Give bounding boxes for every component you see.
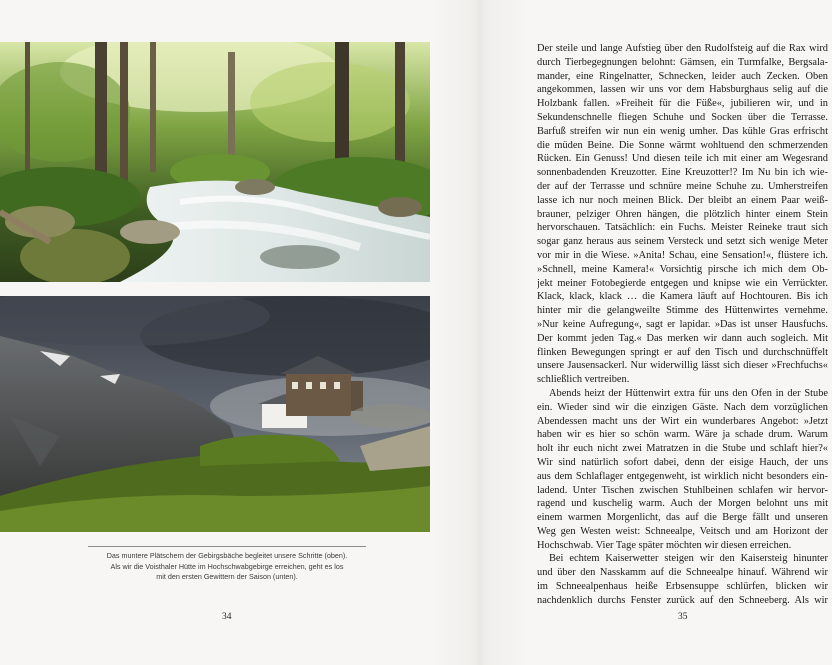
text-line: schließlich vertreiben. — [537, 374, 630, 386]
text-line: Hochschwab. Vier Tage später möchten wir diesen erreichen. — [537, 539, 792, 551]
photo-voisthaler-hut — [0, 296, 430, 532]
text-line: holt ihr euch nicht zwei Matratzen in die Stube und schlaft hier?« — [537, 443, 828, 455]
text-line: ladend. Unter Tischen zwischen Stuhlbeinen schlafen wir hervor- — [537, 484, 828, 496]
text-line: sonnenbadenden Kreuzotter. Eine Kreuzotter!? Im Nu bin ich wie- — [537, 167, 828, 179]
text-line: nachdenklich durchs Fenster zurück auf den Schneeberg. Als wir — [537, 594, 828, 606]
text-line: Abends heizt der Hüttenwirt extra für uns den Ofen in der Stube — [549, 387, 828, 399]
caption-line: Das muntere Plätschern der Gebirgsbäche begleitet unsere Schritte (oben). — [106, 551, 348, 560]
text-line: angekommen, lassen wir uns vor dem Habsburghaus selig auf die — [537, 84, 828, 96]
text-line: Wir sind natürlich sofort dabei, denn der eisige Hauch, der uns — [537, 456, 828, 468]
text-line: jekt meiner Fotobegierde entgegen und knipse wie ein Verrückter. — [537, 277, 828, 289]
text-line: einem warmen Morgenlicht, das auf die Berge fällt und unseren — [537, 512, 828, 524]
text-line: Der steile und lange Aufstieg über den Rudolfsteig auf die Rax wird — [537, 43, 828, 54]
voisthaler-hut-image — [0, 296, 430, 532]
text-line: ein. Wieder sind wir die einzigen Gäste. Nach dem vorzüglichen — [537, 401, 828, 413]
text-line: sogar ganz heraus aus seinem Versteck und setzt sich wenige Meter — [537, 236, 828, 248]
photo-caption — [84, 551, 370, 583]
text-line: »Nur keine Aufregung«, sagt er lapidar. »Das ist unser Hausfuchs. — [537, 318, 828, 330]
text-line: ragend und kuschelig warm. Auch der Morgen belohnt uns mit — [537, 498, 828, 510]
text-line: Sekundenschnelle fliegen Schuhe und Socken über die Terrasse. — [537, 111, 828, 123]
mountain-stream-image — [0, 42, 430, 282]
text-line: aus dem Schlaflager entgegenweht, ist wirklich nicht besonders ein- — [537, 470, 828, 482]
text-line: Klack, klack, klack … die Kamera läuft auf Hochtouren. Bis ich — [537, 291, 828, 303]
text-line: flinken Bewegungen springt er auf den Tisch und durchschnüffelt — [537, 346, 828, 358]
page-number-left: 34 — [222, 612, 232, 622]
photo-mountain-stream — [0, 42, 430, 282]
text-line: vor mir in die Wiese. »Anita! Schau, eine Sensation!«, flüstere ich. — [537, 249, 828, 261]
text-line: haben wir es hier so schön warm. Wäre ja schade drum. Warum — [537, 429, 828, 441]
text-line: brauner, pelziger Ohren hängen, die plötzlich hinter einem Stein — [537, 208, 828, 220]
text-line: Holzbank fallen. »Freiheit für die Füße«, jubilieren wir, und in — [537, 98, 828, 110]
text-line: unsere Jausensackerl. Nur widerwillig lässt sich dieser »Frechfuchs« — [537, 360, 828, 372]
text-line: Abendessen macht uns der Wirt ein wunderbares Angebot: »Jetzt — [537, 415, 828, 427]
text-line: »Schnell, meine Kamera!« Vorsichtig pirsche ich mich dem Ob- — [537, 263, 828, 275]
text-line: Bei echtem Kaiserwetter steigen wir den Kaisersteig hinunter — [549, 553, 828, 565]
page-number-right: 35 — [678, 612, 688, 622]
caption-divider — [88, 546, 366, 547]
caption-line: Als wir die Voisthaler Hütte im Hochschwabgebirge erreichen, geht es los — [110, 561, 344, 571]
text-line: Rücken. Ein Genuss! Und diesen teile ich mit einer am Wegesrand — [537, 153, 828, 165]
text-line: hinter mir die gelangweilte Stimme des Hüttenwirtes vernehme. — [537, 305, 828, 317]
text-line: im Schneealpenhaus heiße Erbsensuppe schlürfen, blicken wir — [537, 581, 828, 593]
book-gutter — [430, 0, 530, 665]
text-line: Der kommt jeden Tag.« Das merken wir dann auch sogleich. Mit — [537, 332, 828, 344]
text-line: der auf der Terrasse und schnüre meine Schuhe zu. Umherstreifen — [537, 180, 828, 192]
text-line: Weg gen Westen weist: Schneealpe, Veitsch und am Horizont der — [537, 525, 828, 537]
text-line: hervorschauen. Tatsächlich: ein Fuchs. Meister Reineke traut sich — [537, 222, 828, 234]
text-line: mander, eine Ringelnatter, Schnecken, leider auch Zecken. Oben — [537, 70, 828, 82]
text-line: Barfuß streifen wir nun ein wenig umher. Das kühle Gras erfrischt — [537, 125, 828, 137]
text-line: die müden Beine. Die Sonne wärmt wohltuend den schmerzenden — [537, 139, 828, 151]
text-line: durch Tierbegegnungen belohnt: Gämsen, ein Turmfalke, Bergsala- — [537, 56, 828, 68]
text-line: und über den Nasskamm auf die Schneealpe hinauf. Während wir — [537, 567, 828, 579]
caption-line: mit den ersten Gewittern der Saison (unten). — [156, 572, 298, 582]
body-text — [537, 42, 828, 608]
text-line: lasse ich nur noch meinen Blick. Der bleibt an einem Paar weiß- — [537, 194, 828, 206]
